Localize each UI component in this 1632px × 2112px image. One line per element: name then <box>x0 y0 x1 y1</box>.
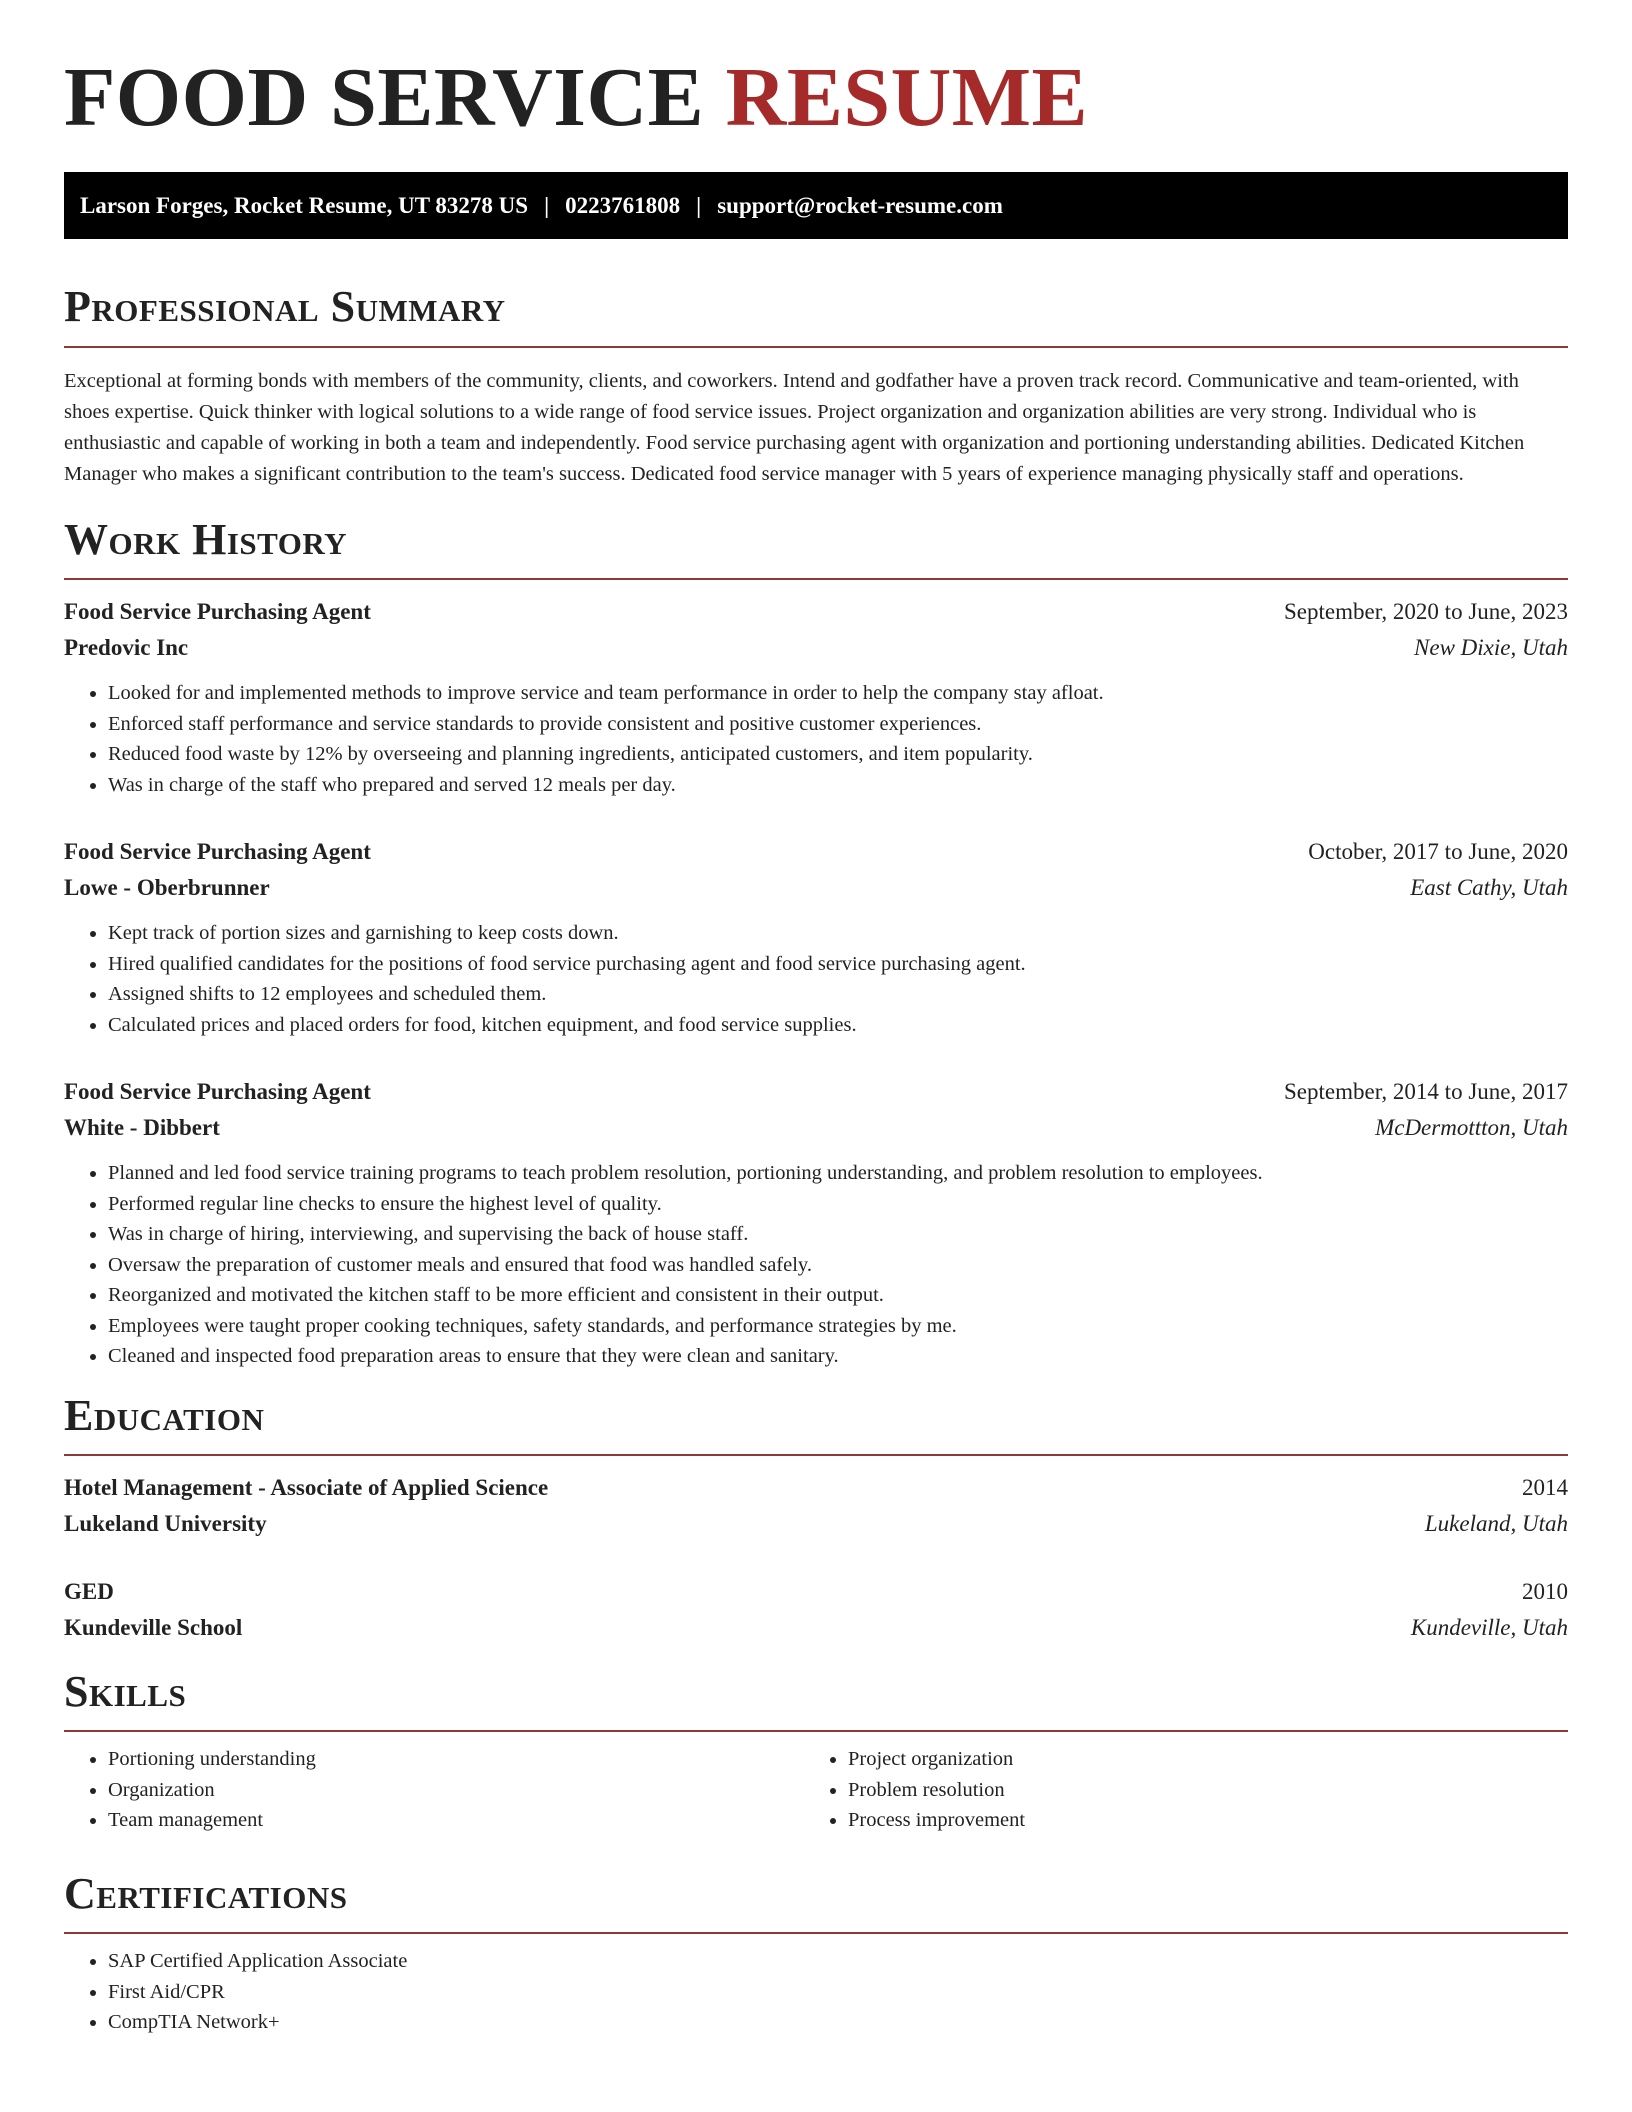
list-item: • Organization <box>108 1775 804 1806</box>
job-company: Lowe - Oberbrunner <box>64 875 270 901</box>
certifications-list <box>64 1946 1568 2038</box>
list-item: • First Aid/CPR <box>108 1977 1568 2008</box>
work-history-heading: Work History <box>64 514 348 564</box>
job-entry <box>64 594 1568 800</box>
certifications-section <box>64 1870 1568 2038</box>
job-title: Food Service Purchasing Agent <box>64 839 371 865</box>
list-item: • Performed regular line checks to ensure the highest level of quality. <box>108 1189 1568 1220</box>
job-location: McDermottton, Utah <box>1375 1115 1568 1141</box>
education-school-row <box>64 1610 1568 1646</box>
section-divider <box>64 1454 1568 1456</box>
skills-column-right <box>804 1744 1544 1836</box>
job-dates: October, 2017 to June, 2020 <box>1308 839 1568 865</box>
education-school-row <box>64 1506 1568 1542</box>
education-degree: GED <box>64 1579 114 1605</box>
resume-page <box>64 0 1568 2038</box>
section-divider <box>64 578 1568 580</box>
summary-section <box>64 283 1568 489</box>
section-divider <box>64 1932 1568 1934</box>
job-title: Food Service Purchasing Agent <box>64 599 371 625</box>
education-entry <box>64 1574 1568 1646</box>
skills-heading: Skills <box>64 1667 187 1717</box>
list-item: • Hired qualified candidates for the positions of food service purchasing agent and food service purchasing agent. <box>108 949 1568 980</box>
job-title-row <box>64 1074 1568 1110</box>
job-company: White - Dibbert <box>64 1115 220 1141</box>
skills-column-left <box>64 1744 804 1836</box>
work-history-section <box>64 516 1568 1372</box>
job-bullets <box>64 918 1568 1040</box>
education-school: Kundeville School <box>64 1615 243 1641</box>
education-degree: Hotel Management - Associate of Applied Science <box>64 1475 549 1501</box>
job-bullets <box>64 1158 1568 1372</box>
title-part-2: RESUME <box>725 51 1089 144</box>
job-company: Predovic Inc <box>64 635 189 661</box>
education-entry <box>64 1470 1568 1542</box>
list-item: • Employees were taught proper cooking techniques, safety standards, and performance strategies by me. <box>108 1311 1568 1342</box>
contact-address: Larson Forges, Rocket Resume, UT 83278 US <box>80 192 529 218</box>
contact-separator: | <box>696 192 702 218</box>
list-item: • Reorganized and motivated the kitchen staff to be more efficient and consistent in their output. <box>108 1280 1568 1311</box>
job-company-row <box>64 1110 1568 1146</box>
list-item: • Portioning understanding <box>108 1744 804 1775</box>
list-item: • Cleaned and inspected food preparation areas to ensure that they were clean and sanitary. <box>108 1341 1568 1372</box>
job-title-row <box>64 594 1568 630</box>
contact-email: support@rocket-resume.com <box>717 192 1003 218</box>
section-divider <box>64 1730 1568 1732</box>
education-degree-row <box>64 1470 1568 1506</box>
education-year: 2014 <box>1522 1475 1568 1501</box>
education-heading: Education <box>64 1390 265 1440</box>
job-bullets <box>64 678 1568 800</box>
list-item: • Team management <box>108 1805 804 1836</box>
list-item: • Oversaw the preparation of customer meals and ensured that food was handled safely. <box>108 1250 1568 1281</box>
resume-title <box>64 52 1568 144</box>
education-section <box>64 1392 1568 1646</box>
summary-heading: Professional Summary <box>64 282 506 332</box>
list-item: • Kept track of portion sizes and garnishing to keep costs down. <box>108 918 1568 949</box>
title-part-1: FOOD SERVICE <box>64 51 705 144</box>
list-item: • Was in charge of the staff who prepared and served 12 meals per day. <box>108 770 1568 801</box>
list-item: • Enforced staff performance and service standards to provide consistent and positive customer experiences. <box>108 709 1568 740</box>
job-dates: September, 2020 to June, 2023 <box>1284 599 1568 625</box>
list-item: • SAP Certified Application Associate <box>108 1946 1568 1977</box>
education-location: Kundeville, Utah <box>1410 1615 1568 1641</box>
education-location: Lukeland, Utah <box>1424 1511 1568 1537</box>
skills-list <box>64 1744 804 1836</box>
list-item: • Project organization <box>848 1744 1544 1775</box>
job-location: New Dixie, Utah <box>1414 635 1568 661</box>
list-item: • Looked for and implemented methods to improve service and team performance in order to help the company stay afloat. <box>108 678 1568 709</box>
list-item: • Was in charge of hiring, interviewing, and supervising the back of house staff. <box>108 1219 1568 1250</box>
contact-phone: 0223761808 <box>565 192 681 218</box>
job-company-row <box>64 870 1568 906</box>
list-item: • Calculated prices and placed orders for food, kitchen equipment, and food service supplies. <box>108 1010 1568 1041</box>
list-item: • Problem resolution <box>848 1775 1544 1806</box>
section-divider <box>64 346 1568 348</box>
list-item: • Assigned shifts to 12 employees and scheduled them. <box>108 979 1568 1010</box>
list-item: • Reduced food waste by 12% by overseeing and planning ingredients, anticipated customers, and item popularity. <box>108 739 1568 770</box>
job-entry <box>64 1074 1568 1372</box>
skills-grid <box>64 1744 1568 1836</box>
summary-text: Exceptional at forming bonds with members of the community, clients, and coworkers. Intend and godfather have a proven track record. Communicative and team-oriented, with shoes expertise. Quick thinker with logical solutions to a wide range of food service issues. Project organization and organization abilities are very strong. Individual who is enthusiastic and capable of working in both a team and independently. Food service purchasing agent with organization and portioning understanding abilities. Dedicated Kitchen Manager who makes a significant contribution to the team's success. Dedicated food service manager with 5 years of experience managing physically staff and operations. <box>64 369 1525 485</box>
education-school: Lukeland University <box>64 1511 267 1537</box>
job-title: Food Service Purchasing Agent <box>64 1079 371 1105</box>
contact-bar <box>64 172 1568 239</box>
job-company-row <box>64 630 1568 666</box>
job-title-row <box>64 834 1568 870</box>
certifications-heading: Certifications <box>64 1868 348 1918</box>
list-item: • CompTIA Network+ <box>108 2007 1568 2038</box>
job-dates: September, 2014 to June, 2017 <box>1284 1079 1568 1105</box>
list-item: • Process improvement <box>848 1805 1544 1836</box>
list-item: • Planned and led food service training programs to teach problem resolution, portioning understanding, and problem resolution to employees. <box>108 1158 1568 1189</box>
job-location: East Cathy, Utah <box>1410 875 1568 901</box>
education-year: 2010 <box>1522 1579 1568 1605</box>
skills-section <box>64 1668 1568 1836</box>
contact-separator: | <box>544 192 550 218</box>
skills-list <box>804 1744 1544 1836</box>
education-degree-row <box>64 1574 1568 1610</box>
job-entry <box>64 834 1568 1040</box>
